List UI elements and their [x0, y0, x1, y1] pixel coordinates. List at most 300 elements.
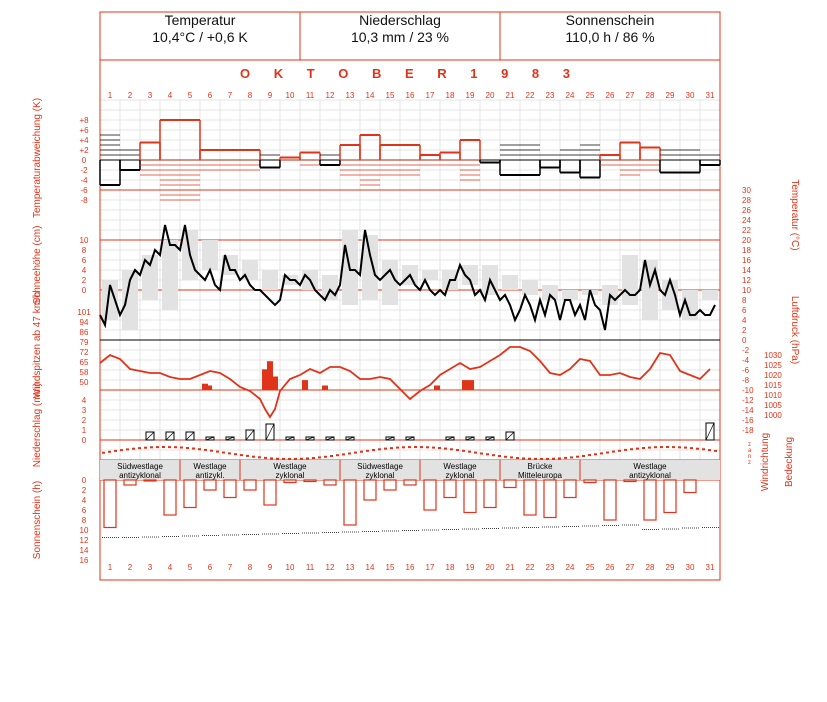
sunshine-bar [144, 480, 156, 481]
wind-direction-dot [624, 449, 627, 451]
temp-range-band [562, 290, 578, 300]
header-temperature-value: 10,4°C / +0,6 K [152, 29, 248, 45]
day-label-bottom: 1 [107, 563, 113, 572]
temp-dev-tick: 0 [81, 156, 87, 165]
day-label-top: 5 [187, 91, 193, 100]
header-precipitation-label: Niederschlag [359, 12, 441, 28]
sunshine-bar [564, 480, 576, 498]
temp-dev-tick: -8 [80, 196, 88, 205]
wind-direction-dot [708, 449, 711, 451]
temp-range-band [322, 275, 338, 300]
wind-tick: 86 [79, 328, 89, 337]
wind-direction-dot [564, 457, 567, 459]
wind-tick: 50 [79, 378, 89, 387]
cloud-tick: z [748, 460, 751, 466]
wind-tick: 79 [79, 338, 89, 347]
wind-direction-dot [426, 446, 429, 448]
wind-direction-dot [618, 450, 621, 452]
wind-direction-dot [528, 458, 531, 460]
day-label-top: 6 [207, 91, 213, 100]
wind-direction-dot [576, 456, 579, 458]
wind-direction-dot [210, 450, 213, 452]
sunshine-bar [484, 480, 496, 508]
wind-gust-bar [434, 386, 440, 391]
day-label-bottom: 2 [127, 563, 133, 572]
wind-direction-dot [318, 456, 321, 458]
weather-type-label: zyklonal [445, 471, 475, 480]
day-label-bottom: 10 [285, 563, 295, 572]
day-label-bottom: 15 [385, 563, 395, 572]
temp-dev-tick: +4 [79, 136, 89, 145]
pressure-tick: 1015 [764, 381, 782, 390]
temp-range-band [162, 240, 178, 310]
sun-tick: 10 [79, 526, 89, 535]
wind-direction-dot [504, 456, 507, 458]
wind-direction-dot [444, 448, 447, 450]
wind-direction-dot [666, 446, 669, 448]
day-label-top: 19 [465, 91, 475, 100]
wind-gust-bar [272, 377, 278, 391]
header-sunshine-label: Sonnenschein [565, 12, 655, 28]
wind-direction-dot [594, 453, 597, 455]
sun-axis-label: Sonnenschein (h) [32, 480, 43, 560]
day-label-top: 28 [645, 91, 655, 100]
sunshine-bar [204, 480, 216, 490]
wind-direction-dot [102, 452, 105, 454]
wind-direction-dot [552, 458, 555, 460]
day-label-top: 18 [445, 91, 455, 100]
weather-type-label: Westlage [443, 462, 477, 471]
sunshine-bar [404, 480, 416, 485]
wind-direction-dot [570, 456, 573, 458]
temp-range-band [702, 290, 718, 300]
day-label-bottom: 31 [705, 563, 715, 572]
weather-type-label: Westlage [193, 462, 227, 471]
cloud-tick: a [748, 448, 752, 454]
day-label-top: 1 [107, 91, 113, 100]
day-label-bottom: 18 [445, 563, 455, 572]
wind-direction-dot [108, 451, 111, 453]
wind-direction-dot [228, 452, 231, 454]
header-frame [100, 12, 720, 60]
day-label-top: 4 [167, 91, 173, 100]
pressure-tick: 1030 [764, 351, 782, 360]
temperature-axis-label: Temperatur (°C) [789, 179, 800, 251]
temperature-tick: 6 [742, 306, 747, 315]
wind-direction-dot [690, 447, 693, 449]
day-label-top: 16 [405, 91, 415, 100]
temperature-tick: 18 [742, 246, 751, 255]
day-label-top: 24 [565, 91, 575, 100]
weather-type-label: Westlage [273, 462, 307, 471]
precip-tick: 2 [81, 416, 87, 425]
wind-direction-dot [636, 448, 639, 450]
temperature-tick: 4 [742, 316, 747, 325]
wind-gust-bar [206, 386, 212, 391]
sunshine-bar [344, 480, 356, 525]
temperature-tick: -18 [742, 426, 754, 435]
temperature-tick: 2 [742, 326, 747, 335]
temp-dev-tick: -4 [80, 176, 88, 185]
weather-type-label: zyklonal [275, 471, 305, 480]
snow-tick: 6 [81, 256, 87, 265]
temp-range-band [362, 235, 378, 300]
wind-direction-dot [600, 452, 603, 454]
precip-tick: 1 [81, 426, 87, 435]
day-label-bottom: 23 [545, 563, 555, 572]
day-label-top: 2 [127, 91, 133, 100]
temperature-tick: -4 [742, 356, 750, 365]
wind-direction-dot [120, 449, 123, 451]
sunshine-bar [164, 480, 176, 515]
temperature-tick: 22 [742, 226, 751, 235]
wind-direction-dot [270, 457, 273, 459]
wind-direction-dot [702, 448, 705, 450]
temperature-tick: -8 [742, 376, 750, 385]
pressure-tick: 1010 [764, 391, 782, 400]
weather-type-label: antizyklonal [119, 471, 161, 480]
sun-tick: 0 [81, 476, 87, 485]
wind-direction-dot [468, 451, 471, 453]
wind-direction-dot [276, 458, 279, 460]
wind-direction-dot [438, 447, 441, 449]
sunshine-bar [544, 480, 556, 518]
wind-direction-dot [246, 455, 249, 457]
temp-range-band [522, 280, 538, 295]
day-label-bottom: 25 [585, 563, 595, 572]
sun-tick: 12 [79, 536, 89, 545]
wind-direction-dot [150, 446, 153, 448]
wind-direction-dot [648, 447, 651, 449]
wind-direction-dot [510, 456, 513, 458]
day-label-top: 12 [325, 91, 335, 100]
wind-direction-dot [264, 457, 267, 459]
wind-direction-dot [354, 452, 357, 454]
sunshine-bar [324, 480, 336, 485]
sunshine-bar [264, 480, 276, 505]
wind-direction-dot [168, 446, 171, 448]
wind-direction-dot [366, 450, 369, 452]
day-label-bottom: 11 [305, 563, 315, 572]
wind-direction-dot [348, 453, 351, 455]
weather-type-label: Südwestlage [117, 462, 163, 471]
wind-direction-dot [714, 450, 717, 452]
wind-direction-dot [186, 447, 189, 449]
wind-direction-dot [156, 446, 159, 448]
temperature-tick: 14 [742, 266, 751, 275]
wind-axis-label: Windspitzen ab 47 km/h [32, 291, 43, 399]
wind-gust-bar [462, 380, 468, 390]
day-label-bottom: 5 [187, 563, 193, 572]
wind-gust-bar [322, 386, 328, 391]
wind-direction-dot [384, 448, 387, 450]
temperature-tick: 0 [742, 336, 747, 345]
wind-direction-dot [132, 448, 135, 450]
wind-direction-dot [456, 449, 459, 451]
sunshine-bar [184, 480, 196, 508]
day-label-top: 23 [545, 91, 555, 100]
wind-direction-dot [474, 452, 477, 454]
day-label-bottom: 3 [147, 563, 153, 572]
temperature-tick: -16 [742, 416, 754, 425]
day-label-top: 7 [227, 91, 233, 100]
precip-tick: 3 [81, 406, 87, 415]
wind-direction-dot [450, 448, 453, 450]
day-label-bottom: 21 [505, 563, 515, 572]
wind-direction-dot [480, 453, 483, 455]
sunshine-bar [524, 480, 536, 515]
temperature-tick: -2 [742, 346, 750, 355]
sunshine-bar [104, 480, 116, 528]
day-label-bottom: 19 [465, 563, 475, 572]
day-label-top: 3 [147, 91, 153, 100]
day-label-bottom: 16 [405, 563, 415, 572]
day-label-bottom: 8 [247, 563, 253, 572]
weather-type-label: zyklonal [365, 471, 395, 480]
weather-type-label: antizykl. [195, 471, 225, 480]
wind-direction-dot [606, 452, 609, 454]
day-label-bottom: 20 [485, 563, 495, 572]
sun-tick: 14 [79, 546, 89, 555]
temperature-tick: 28 [742, 196, 751, 205]
temperature-tick: 26 [742, 206, 751, 215]
temperature-tick: 8 [742, 296, 747, 305]
wind-gust-bar [302, 380, 308, 390]
wind-tick: 72 [79, 348, 89, 357]
wind-direction-dot [378, 448, 381, 450]
temp-dev-tick: +8 [79, 116, 89, 125]
wind-direction-dot [174, 446, 177, 448]
wind-direction-dot [678, 446, 681, 448]
temperature-tick: -10 [742, 386, 754, 395]
cloud-tick: z [748, 442, 751, 448]
sunshine-bar [304, 480, 316, 482]
sunshine-bar [664, 480, 676, 513]
day-label-bottom: 27 [625, 563, 635, 572]
precip-tick: 0 [81, 436, 87, 445]
temperature-tick: 30 [742, 186, 751, 195]
sunshine-bar [644, 480, 656, 520]
day-label-top: 26 [605, 91, 615, 100]
wind-direction-dot [696, 448, 699, 450]
day-label-top: 30 [685, 91, 695, 100]
snow-tick: 10 [79, 236, 89, 245]
temperature-tick: -12 [742, 396, 754, 405]
wind-direction-dot [372, 449, 375, 451]
day-label-top: 8 [247, 91, 253, 100]
snow-tick: 8 [81, 246, 87, 255]
temp-dev-tick: -6 [80, 186, 88, 195]
wind-direction-dot [162, 446, 165, 448]
wind-direction-dot [180, 447, 183, 449]
day-label-bottom: 22 [525, 563, 535, 572]
cloud-axis-label: Bedeckung [784, 436, 795, 488]
wind-direction-dot [222, 452, 225, 454]
wind-direction-dot [630, 448, 633, 450]
day-label-bottom: 12 [325, 563, 335, 572]
day-label-top: 29 [665, 91, 675, 100]
temperature-tick: 24 [742, 216, 751, 225]
day-label-bottom: 29 [665, 563, 675, 572]
wind-direction-dot [522, 457, 525, 459]
temperature-tick: 12 [742, 276, 751, 285]
day-label-bottom: 6 [207, 563, 213, 572]
day-label-top: 17 [425, 91, 435, 100]
pressure-tick: 1025 [764, 361, 782, 370]
wind-direction-dot [462, 450, 465, 452]
day-label-top: 27 [625, 91, 635, 100]
pressure-tick: 1005 [764, 401, 782, 410]
temp-dev-tick: -2 [80, 166, 88, 175]
wind-tick: 58 [79, 368, 89, 377]
sunshine-bar [364, 480, 376, 500]
wind-direction-dot [402, 446, 405, 448]
wind-direction-dot [498, 455, 501, 457]
wind-direction-dot [390, 447, 393, 449]
day-label-top: 25 [585, 91, 595, 100]
wind-direction-dot [138, 447, 141, 449]
pressure-line [100, 347, 710, 417]
wind-tick: 65 [79, 358, 89, 367]
wind-direction-dot [660, 446, 663, 448]
wind-direction-dot [654, 446, 657, 448]
wind-direction-dot [330, 455, 333, 457]
temp-range-band [382, 260, 398, 305]
header-sunshine-value: 110,0 h / 86 % [565, 29, 655, 45]
weather-type-label: Mitteleuropa [517, 471, 563, 480]
wind-direction-dot [486, 453, 489, 455]
wind-direction-dot [558, 457, 561, 459]
day-label-top: 9 [267, 91, 273, 100]
weather-type-label: antizyklonal [629, 471, 671, 480]
day-label-top: 22 [525, 91, 535, 100]
wind-direction-dot [126, 448, 129, 450]
temperature-tick: 20 [742, 236, 751, 245]
day-label-top: 10 [285, 91, 295, 100]
weather-type-label: Südwestlage [357, 462, 403, 471]
wind-direction-dot [672, 446, 675, 448]
precip-axis-label: Niederschlag (mm) [32, 382, 43, 468]
temp-dev-axis-label: Temperaturabweichung (K) [32, 97, 43, 219]
sunshine-bar [124, 480, 136, 485]
wind-direction-dot [252, 456, 255, 458]
wind-direction-dot [612, 451, 615, 453]
sun-tick: 6 [81, 506, 87, 515]
temp-range-band [422, 270, 438, 280]
temperature-tick: 16 [742, 256, 751, 265]
temp-range-band [202, 240, 218, 270]
temp-range-band [622, 255, 638, 305]
wind-direction-dot [642, 447, 645, 449]
day-label-bottom: 30 [685, 563, 695, 572]
day-label-bottom: 4 [167, 563, 173, 572]
temp-range-band [262, 270, 278, 290]
day-label-top: 31 [705, 91, 715, 100]
wind-direction-dot [258, 456, 261, 458]
wind-direction-dot [336, 454, 339, 456]
header-temperature-label: Temperatur [164, 12, 236, 28]
wind-direction-dot [324, 456, 327, 458]
sunshine-bar [504, 480, 516, 488]
wind-direction-dot [396, 447, 399, 449]
wind-direction-dot [192, 448, 195, 450]
day-label-top: 13 [345, 91, 355, 100]
day-label-bottom: 28 [645, 563, 655, 572]
day-label-bottom: 26 [605, 563, 615, 572]
snow-tick: 2 [81, 276, 87, 285]
pressure-tick: 1000 [764, 411, 782, 420]
wind-tick: 101 [77, 308, 91, 317]
wind-direction-dot [432, 447, 435, 449]
wind-direction-dot [312, 457, 315, 459]
sunshine-bar [624, 480, 636, 482]
temperature-tick: 10 [742, 286, 751, 295]
precip-tick: 4 [81, 396, 87, 405]
wind-dir-axis-label: Windrichtung [760, 432, 771, 492]
day-label-bottom: 17 [425, 563, 435, 572]
wind-direction-dot [342, 453, 345, 455]
snow-tick: 0 [81, 286, 87, 295]
sunshine-bar [424, 480, 436, 510]
day-label-top: 20 [485, 91, 495, 100]
wind-direction-dot [516, 457, 519, 459]
wind-direction-dot [144, 447, 147, 449]
sunshine-bar [244, 480, 256, 490]
day-label-bottom: 14 [365, 563, 375, 572]
month-title: O K T O B E R 1 9 8 3 [239, 66, 581, 81]
pressure-tick: 1020 [764, 371, 782, 380]
day-label-bottom: 13 [345, 563, 355, 572]
temperature-tick: -14 [742, 406, 754, 415]
wind-direction-dot [114, 450, 117, 452]
wind-direction-dot [408, 446, 411, 448]
sunshine-bar [684, 480, 696, 493]
wind-direction-dot [420, 446, 423, 448]
day-label-top: 14 [365, 91, 375, 100]
cloud-tick: n [748, 454, 752, 460]
wind-direction-dot [588, 454, 591, 456]
header-precipitation-value: 10,3 mm / 23 % [350, 29, 450, 45]
sunshine-bar [604, 480, 616, 520]
temp-range-band [502, 275, 518, 290]
day-label-bottom: 9 [267, 563, 273, 572]
temp-dev-tick: +6 [79, 126, 89, 135]
wind-direction-dot [582, 455, 585, 457]
wind-direction-dot [198, 448, 201, 450]
wind-direction-dot [306, 457, 309, 459]
pressure-axis-label: Luftdruck (hPa) [789, 295, 800, 365]
sunshine-bar [584, 480, 596, 483]
day-label-top: 11 [305, 91, 315, 100]
wind-direction-dot [216, 451, 219, 453]
sunshine-bar [384, 480, 396, 490]
weather-type-label: Westlage [633, 462, 667, 471]
sun-tick: 16 [79, 556, 89, 565]
temperature-tick: -6 [742, 366, 750, 375]
wind-gust-bar [468, 380, 474, 390]
sunshine-bar [284, 480, 296, 483]
wind-direction-dot [240, 454, 243, 456]
sun-tick: 8 [81, 516, 87, 525]
day-label-top: 21 [505, 91, 515, 100]
wind-direction-dot [492, 454, 495, 456]
snow-tick: 4 [81, 266, 87, 275]
sun-tick: 2 [81, 486, 87, 495]
wind-tick: 94 [79, 318, 89, 327]
day-label-bottom: 7 [227, 563, 233, 572]
sunshine-bar [224, 480, 236, 498]
snow-axis-label: Schneehöhe (cm) [32, 225, 43, 305]
